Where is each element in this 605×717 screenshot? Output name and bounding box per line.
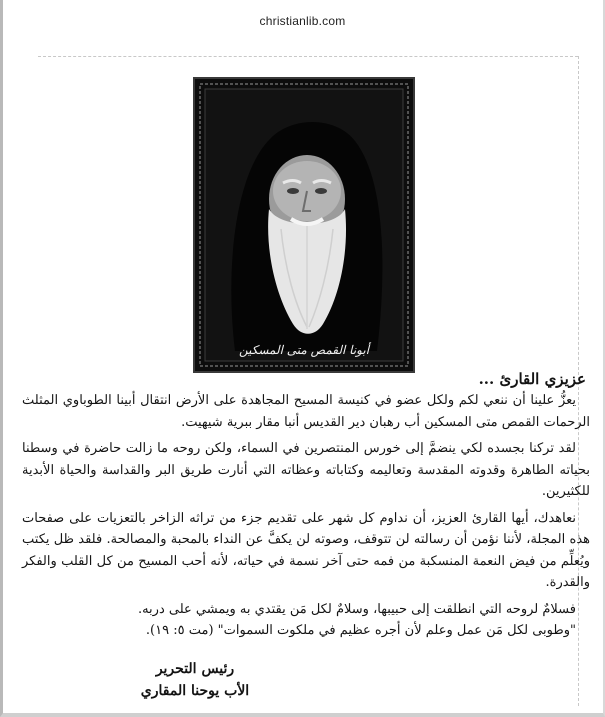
letter-paragraph: فسلامٌ لروحه التي انطلقت إلى حبيبها، وسلامٌ لكل مَن يقتدي به ويمشي على دربه. <box>137 601 576 617</box>
page-edge-top <box>38 56 578 57</box>
signature-block <box>90 658 300 702</box>
signature-name: الأب يوحنا المقاري <box>140 683 250 699</box>
portrait-image <box>195 79 413 371</box>
letter-paragraph: نعاهدك، أيها القارئ العزيز، أن نداوم كل شهر على تقديم جزء من تراثه الزاخر بالتعزيات على صفحات هذه المجلة، لأننا نؤمن أن رسالته لن تتوقف، وصوته لن يكفَّ عن النداء بالمحبة والمصالحة. فلقد ظل يكتب ويُعلِّم من فيض النعمة المنسكبة من فمه حتى آخر نسمة في حياته، لأنه أحب المسيح من كل القلب والفكر والقدرة. <box>22 510 590 590</box>
letter-paragraph: لقد تركنا بجسده لكي ينضمَّ إلى خورس المنتصرين في السماء، ولكن روحه ما زالت حاضرة في وسطنا بحياته الطاهرة وقدوته المقدسة وتعاليمه وكتاباته وعظاته التي أنارت طريق البر والقداسة والحياة الأبدية للكثيرين. <box>22 441 590 499</box>
portrait-caption: أبونا القمص متى المسكين <box>238 343 370 357</box>
salutation: عزيزي القارئ ... <box>478 370 586 388</box>
site-url[interactable]: christianlib.com <box>259 14 346 28</box>
portrait-photo <box>193 77 415 373</box>
letter-paragraph: يعزُّ علينا أن ننعي لكم ولكل عضو في كنيسة المسيح المجاهدة على الأرض انتقال أبينا الطوباوي المثلث الرحمات القمص متى المسكين أب رهبان دير القديس أنبا مقار ببرية شيهيت. <box>22 393 590 430</box>
letter-body <box>22 368 590 647</box>
letter-paragraph: "وطوبى لكل مَن عمل وعلم لأن أجره عظيم في ملكوت السموات" (مت ٥: ١٩). <box>145 623 576 638</box>
signature-title: رئيس التحرير <box>155 661 235 677</box>
